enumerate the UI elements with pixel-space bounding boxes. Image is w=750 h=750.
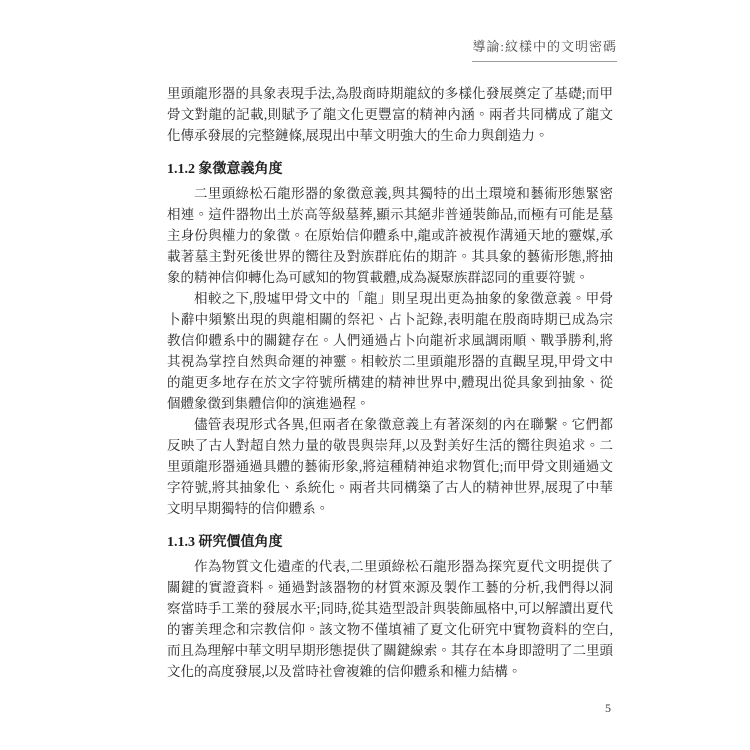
body-paragraph: 作為物質文化遺產的代表,二里頭綠松石龍形器為探究夏代文明提供了關鍵的實證資料。通過對該器物的材質來源及製作工藝的分析,我們得以洞察當時手工業的發展水平;同時,從其造型設計與裝飾風格中,可以解讀出夏代的審美理念和宗教信仰。該文物不僅填補了夏文化研究中實物資料的空白,而且為理解中華文明早期形態提供了關鍵線索。其存在本身即證明了二里頭文化的高度發展,以及當時社會複雜的信仰體系和權力結構。 [167, 559, 613, 679]
body-paragraph: 相較之下,殷墟甲骨文中的「龍」則呈現出更為抽象的象徵意義。甲骨卜辭中頻繁出現的與龍相關的祭祀、占卜記錄,表明龍在殷商時期已成為宗教信仰體系中的關鍵存在。人們通過占卜向龍祈求風調雨順、戰爭勝利,將其視為掌控自然與命運的神靈。相較於二里頭龍形器的直觀呈現,甲骨文中的龍更多地存在於文字符號所構建的精神世界中,體現出從具象到抽象、從個體象徵到集體信仰的演進過程。 [167, 291, 613, 411]
body-paragraph: 里頭龍形器的具象表現手法,為殷商時期龍紋的多樣化發展奠定了基礎;而甲骨文對龍的記載,則賦予了龍文化更豐富的精神內涵。兩者共同構成了龍文化傳承發展的完整鏈條,展現出中華文明強大的生命力與創造力。 [167, 86, 613, 143]
section-heading: 1.1.3 研究價值角度 [167, 535, 283, 550]
body-paragraph: 儘管表現形式各異,但兩者在象徵意義上有著深刻的內在聯繫。它們都反映了古人對超自然力量的敬畏與崇拜,以及對美好生活的嚮往與追求。二里頭龍形器通過具體的藝術形象,將這種精神追求物質化;而甲骨文則通過文字符號,將其抽象化、系統化。兩者共同構築了古人的精神世界,展現了中華文明早期獨特的信仰體系。 [167, 417, 613, 516]
page-number: 5 [605, 701, 611, 715]
running-header-title: 導論:紋樣中的文明密碼 [472, 36, 617, 62]
body-paragraph: 二里頭綠松石龍形器的象徵意義,與其獨特的出土環境和藝術形態緊密相連。這件器物出土於高等級墓葬,顯示其絕非普通裝飾品,而極有可能是墓主身份與權力的象徵。在原始信仰體系中,龍或許被視作溝通天地的靈媒,承載著墓主對死後世界的嚮往及對族群庇佑的期許。其具象的藝術形態,將抽象的精神信仰轉化為可感知的物質載體,成為凝聚族群認同的重要符號。 [167, 186, 613, 285]
running-header [472, 36, 617, 62]
document-body [167, 83, 613, 682]
section-heading: 1.1.2 象徵意義角度 [167, 162, 283, 177]
